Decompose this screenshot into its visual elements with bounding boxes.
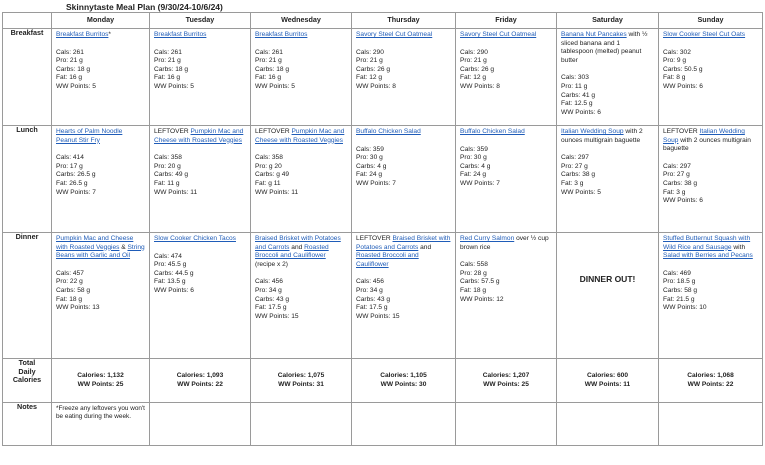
nutrition-stat: Carbs: 58 g bbox=[663, 286, 698, 294]
meal-description bbox=[154, 31, 246, 40]
nutrition-stat: Cals: 297 bbox=[663, 162, 691, 170]
nutrition-stat: WW Points: 5 bbox=[255, 82, 295, 90]
recipe-link[interactable]: Red Curry Salmon bbox=[460, 235, 515, 242]
nutrition-stat: Fat: 16 g bbox=[255, 74, 282, 82]
totals-cell-wednesday bbox=[251, 359, 352, 403]
day-header-wednesday: Wednesday bbox=[251, 13, 352, 29]
nutrition-stat: Fat: 17.5 g bbox=[255, 304, 287, 312]
nutrition-stat: Pro: 18.5 g bbox=[663, 278, 696, 286]
nutrition-stat: Pro: 9 g bbox=[663, 57, 687, 65]
nutrition-stat: Fat: 12.5 g bbox=[561, 100, 593, 108]
nutrition-stat: Carbs: 41 g bbox=[561, 91, 596, 99]
meal-description bbox=[460, 235, 552, 252]
breakfast-cell-tuesday bbox=[150, 29, 251, 126]
nutrition-stat: Carbs: 43 g bbox=[255, 295, 290, 303]
nutrition-stats bbox=[663, 270, 758, 313]
nutrition-stat: WW Points: 12 bbox=[460, 295, 504, 303]
day-header-thursday: Thursday bbox=[352, 13, 456, 29]
nutrition-stat: Pro: 45.5 g bbox=[154, 261, 187, 269]
meal-text: with 2 ounces multigrain baguette bbox=[561, 128, 643, 144]
total-calories: Calories: 1,207 bbox=[482, 372, 530, 380]
nutrition-stat: Carbs: 18 g bbox=[255, 65, 290, 73]
meal-description bbox=[561, 31, 654, 65]
totals-cell-saturday bbox=[557, 359, 659, 403]
nutrition-stats bbox=[154, 49, 246, 92]
nutrition-stat: Fat: 12 g bbox=[356, 74, 383, 82]
day-header-sunday: Sunday bbox=[659, 13, 763, 29]
recipe-link[interactable]: Savory Steel Cut Oatmeal bbox=[356, 31, 433, 38]
nutrition-stat: Cals: 457 bbox=[56, 269, 84, 277]
nutrition-stat: Carbs: g 49 bbox=[255, 171, 290, 179]
lunch-cell-saturday bbox=[557, 126, 659, 233]
recipe-link[interactable]: Braised Brisket with Potatoes and Carrots bbox=[356, 235, 451, 251]
meal-description bbox=[663, 128, 758, 154]
total-calories: Calories: 1,132 bbox=[77, 372, 124, 380]
totals-cell-thursday bbox=[352, 359, 456, 403]
nutrition-stat: Carbs: 57.5 g bbox=[460, 278, 500, 286]
nutrition-stat: Cals: 290 bbox=[356, 48, 384, 56]
recipe-link[interactable]: Roasted Broccoli and Cauliflower bbox=[255, 243, 329, 260]
dinner-cell-wednesday bbox=[251, 233, 352, 359]
nutrition-stat: Cals: 358 bbox=[255, 154, 283, 162]
nutrition-stat: Pro: 30 g bbox=[356, 154, 383, 162]
nutrition-stat: WW Points: 15 bbox=[356, 312, 400, 320]
nutrition-stat: WW Points: 5 bbox=[154, 82, 194, 90]
total-ww-points: WW Points: 11 bbox=[584, 381, 631, 388]
recipe-link[interactable]: Slow Cooker Steel Cut Oats bbox=[663, 31, 746, 38]
meal-description bbox=[154, 128, 246, 145]
nutrition-stats bbox=[663, 49, 758, 92]
meal-text: with bbox=[731, 243, 746, 251]
nutrition-stat: Cals: 297 bbox=[561, 154, 589, 162]
lunch-cell-friday bbox=[456, 126, 557, 233]
corner-cell bbox=[3, 13, 52, 29]
nutrition-stat: Pro: g 20 bbox=[255, 162, 282, 170]
nutrition-stat: Cals: 261 bbox=[154, 48, 182, 56]
breakfast-row bbox=[3, 29, 763, 126]
nutrition-stat: Pro: 11 g bbox=[561, 82, 588, 90]
nutrition-stat: Carbs: 18 g bbox=[56, 65, 91, 73]
notes-cell-saturday bbox=[557, 403, 659, 446]
recipe-link[interactable]: Breakfast Burritos bbox=[56, 31, 109, 38]
nutrition-stat: Fat: 24 g bbox=[460, 171, 487, 179]
recipe-link[interactable]: Stuffed Butternut Squash with Wild Rice and Sausage bbox=[663, 235, 751, 251]
nutrition-stat: WW Points: 10 bbox=[663, 304, 707, 312]
nutrition-stat: Carbs: 18 g bbox=[154, 65, 189, 73]
row-label-notes: Notes bbox=[3, 403, 52, 446]
nutrition-stat: Carbs: 4 g bbox=[356, 162, 387, 170]
dinner-cell-monday bbox=[52, 233, 150, 359]
breakfast-cell-sunday bbox=[659, 29, 763, 126]
nutrition-stat: Cals: 303 bbox=[561, 74, 589, 82]
nutrition-stat: WW Points: 7 bbox=[56, 188, 96, 196]
meal-text: * bbox=[108, 31, 111, 38]
dinner-cell-saturday bbox=[557, 233, 659, 359]
row-label-totals-line: Total bbox=[18, 358, 36, 367]
nutrition-stat: Pro: 21 g bbox=[255, 57, 282, 65]
meal-description bbox=[56, 31, 145, 40]
nutrition-stat: WW Points: 7 bbox=[356, 179, 396, 187]
meal-description bbox=[460, 31, 552, 40]
nutrition-stat: Pro: 21 g bbox=[56, 57, 83, 65]
lunch-cell-tuesday bbox=[150, 126, 251, 233]
recipe-link[interactable]: Salad with Berries and Pecans bbox=[663, 252, 753, 260]
nutrition-stat: Carbs: 26 g bbox=[356, 65, 391, 73]
nutrition-stat: Cals: 414 bbox=[56, 154, 84, 162]
recipe-link[interactable]: Italian Wedding Soup bbox=[663, 128, 745, 144]
nutrition-stat: WW Points: 6 bbox=[561, 108, 601, 116]
total-ww-points: WW Points: 31 bbox=[278, 381, 324, 388]
nutrition-stats bbox=[255, 154, 347, 197]
totals-cell-monday bbox=[52, 359, 150, 403]
recipe-link[interactable]: Banana Nut Pancakes bbox=[561, 31, 627, 38]
totals-cell-friday bbox=[456, 359, 557, 403]
nutrition-stat: Cals: 456 bbox=[255, 278, 283, 286]
page-title: Skinnytaste Meal Plan (9/30/24-10/6/24) bbox=[66, 2, 223, 12]
recipe-link[interactable]: Breakfast Burritos bbox=[154, 31, 207, 38]
notes-row bbox=[3, 403, 763, 446]
nutrition-stat: Pro: 20 g bbox=[154, 162, 181, 170]
meal-description bbox=[255, 31, 347, 40]
dinner-out-label: DINNER OUT! bbox=[579, 274, 636, 284]
nutrition-stat: Fat: 21.5 g bbox=[663, 295, 695, 303]
totals-cell-sunday bbox=[659, 359, 763, 403]
day-header-tuesday: Tuesday bbox=[150, 13, 251, 29]
recipe-link[interactable]: Buffalo Chicken Salad bbox=[356, 128, 421, 135]
row-label-totals bbox=[3, 359, 52, 403]
notes-cell-monday: *Freeze any leftovers you won't be eating during the week. bbox=[52, 403, 150, 446]
recipe-link[interactable]: Italian Wedding Soup bbox=[561, 128, 624, 135]
nutrition-stats bbox=[154, 154, 246, 197]
meal-text: LEFTOVER bbox=[255, 128, 292, 135]
nutrition-stat: Fat: 17.5 g bbox=[356, 304, 388, 312]
nutrition-stats bbox=[561, 154, 654, 197]
nutrition-stat: Carbs: 49 g bbox=[154, 171, 189, 179]
nutrition-stat: Carbs: 58 g bbox=[56, 286, 91, 294]
recipe-link[interactable]: Braised Brisket with Potatoes and Carrots bbox=[255, 235, 341, 251]
nutrition-stat: WW Points: 8 bbox=[460, 82, 500, 90]
nutrition-stat: WW Points: 8 bbox=[356, 82, 396, 90]
nutrition-stats bbox=[56, 270, 145, 313]
nutrition-stats bbox=[460, 261, 552, 304]
nutrition-stats bbox=[460, 146, 552, 189]
nutrition-stat: Pro: 27 g bbox=[561, 162, 588, 170]
nutrition-stat: Fat: 13.5 g bbox=[154, 278, 186, 286]
nutrition-stat: Cals: 261 bbox=[56, 48, 84, 56]
recipe-link[interactable]: String Beans with Garlic and Oil bbox=[56, 243, 145, 260]
day-header-saturday: Saturday bbox=[557, 13, 659, 29]
nutrition-stat: Pro: 34 g bbox=[255, 286, 282, 294]
nutrition-stat: WW Points: 11 bbox=[154, 188, 198, 196]
lunch-row bbox=[3, 126, 763, 233]
nutrition-stat: Pro: 21 g bbox=[356, 57, 383, 65]
breakfast-cell-thursday bbox=[352, 29, 456, 126]
meal-text: and bbox=[289, 243, 305, 251]
nutrition-stat: Fat: 11 g bbox=[154, 179, 180, 187]
meal-text: and bbox=[418, 243, 432, 251]
meal-text: with ½ sliced banana and 1 tablespoon (melted) peanut butter bbox=[561, 31, 648, 64]
meal-description bbox=[356, 128, 451, 137]
total-calories: Calories: 1,075 bbox=[277, 372, 325, 380]
meal-plan-table bbox=[2, 12, 763, 446]
meal-description bbox=[356, 31, 451, 40]
row-label-breakfast: Breakfast bbox=[3, 29, 52, 126]
meal-description bbox=[460, 128, 552, 137]
breakfast-cell-saturday bbox=[557, 29, 659, 126]
nutrition-stat: Carbs: 50.5 g bbox=[663, 65, 703, 73]
nutrition-stat: Carbs: 4 g bbox=[460, 162, 491, 170]
totals-cell-tuesday bbox=[150, 359, 251, 403]
nutrition-stat: Pro: 27 g bbox=[663, 171, 690, 179]
recipe-link[interactable]: Pumpkin Mac and Cheese with Roasted Veggies bbox=[56, 235, 134, 251]
nutrition-stat: Pro: 34 g bbox=[356, 286, 383, 294]
nutrition-stat: WW Points: 15 bbox=[255, 312, 299, 320]
nutrition-stat: Pro: 22 g bbox=[56, 278, 83, 286]
total-ww-points: WW Points: 22 bbox=[177, 381, 223, 388]
nutrition-stat: WW Points: 5 bbox=[56, 82, 96, 90]
row-label-dinner: Dinner bbox=[3, 233, 52, 359]
nutrition-stat: Fat: 16 g bbox=[154, 74, 181, 82]
meal-description bbox=[663, 235, 758, 261]
nutrition-stat: Cals: 359 bbox=[356, 145, 384, 153]
nutrition-stat: Fat: 16 g bbox=[56, 74, 83, 82]
total-calories: Calories: 600 bbox=[586, 372, 629, 380]
total-ww-points: WW Points: 22 bbox=[687, 381, 734, 388]
breakfast-cell-monday bbox=[52, 29, 150, 126]
nutrition-stats bbox=[460, 49, 552, 92]
nutrition-stat: WW Points: 6 bbox=[663, 197, 703, 205]
breakfast-cell-friday bbox=[456, 29, 557, 126]
dinner-cell-sunday bbox=[659, 233, 763, 359]
nutrition-stats bbox=[561, 74, 654, 117]
notes-cell-sunday bbox=[659, 403, 763, 446]
nutrition-stat: Carbs: 26 g bbox=[460, 65, 495, 73]
nutrition-stats bbox=[154, 253, 246, 296]
nutrition-stat: Cals: 456 bbox=[356, 278, 384, 286]
nutrition-stat: Carbs: 44.5 g bbox=[154, 269, 194, 277]
recipe-link[interactable]: Hearts of Palm Noodle Peanut Stir Fry bbox=[56, 128, 123, 144]
nutrition-stat: Carbs: 38 g bbox=[561, 171, 596, 179]
recipe-link[interactable]: Savory Steel Cut Oatmeal bbox=[460, 31, 537, 38]
nutrition-stat: Cals: 261 bbox=[255, 48, 283, 56]
nutrition-stat: Pro: 28 g bbox=[460, 269, 487, 277]
lunch-cell-wednesday bbox=[251, 126, 352, 233]
nutrition-stat: Fat: 3 g bbox=[561, 179, 584, 187]
notes-cell-friday bbox=[456, 403, 557, 446]
meal-description bbox=[255, 128, 347, 145]
nutrition-stat: Pro: 30 g bbox=[460, 154, 487, 162]
meal-description bbox=[663, 31, 758, 40]
meal-description bbox=[255, 235, 347, 269]
nutrition-stat: WW Points: 7 bbox=[460, 179, 500, 187]
nutrition-stat: Cals: 558 bbox=[460, 261, 488, 269]
nutrition-stat: WW Points: 6 bbox=[663, 82, 703, 90]
meal-text: LEFTOVER bbox=[154, 128, 191, 135]
day-header-monday: Monday bbox=[52, 13, 150, 29]
dinner-cell-friday bbox=[456, 233, 557, 359]
total-calories: Calories: 1,068 bbox=[687, 372, 734, 380]
nutrition-stats bbox=[356, 146, 451, 189]
nutrition-stat: Cals: 358 bbox=[154, 154, 182, 162]
recipe-link[interactable]: Pumpkin Mac and Cheese with Roasted Veggies bbox=[154, 128, 244, 144]
nutrition-stat: Carbs: 38 g bbox=[663, 179, 698, 187]
nutrition-stats bbox=[56, 154, 145, 197]
nutrition-stat: WW Points: 11 bbox=[255, 188, 299, 196]
notes-cell-thursday bbox=[352, 403, 456, 446]
nutrition-stat: Fat: g 11 bbox=[255, 179, 281, 187]
nutrition-stat: Cals: 359 bbox=[460, 145, 488, 153]
notes-cell-tuesday bbox=[150, 403, 251, 446]
nutrition-stat: WW Points: 6 bbox=[154, 286, 194, 294]
total-ww-points: WW Points: 25 bbox=[483, 381, 529, 388]
nutrition-stat: WW Points: 13 bbox=[56, 304, 100, 312]
row-label-totals-line: Calories bbox=[12, 375, 42, 385]
nutrition-stat: Fat: 18 g bbox=[56, 295, 83, 303]
day-header-row bbox=[3, 13, 763, 29]
meal-description bbox=[356, 235, 451, 269]
totals-row bbox=[3, 359, 763, 403]
meal-text: & bbox=[119, 243, 128, 251]
recipe-link[interactable]: Breakfast Burritos bbox=[255, 31, 308, 38]
nutrition-stat: WW Points: 5 bbox=[561, 188, 601, 196]
meal-text: LEFTOVER bbox=[356, 235, 393, 242]
nutrition-stats bbox=[255, 49, 347, 92]
recipe-link[interactable]: Roasted Broccoli and Cauliflower bbox=[356, 252, 419, 268]
dinner-cell-thursday bbox=[352, 233, 456, 359]
breakfast-cell-wednesday bbox=[251, 29, 352, 126]
notes-cell-wednesday bbox=[251, 403, 352, 446]
nutrition-stat: Fat: 26.5 g bbox=[56, 179, 88, 187]
nutrition-stat: Fat: 24 g bbox=[356, 171, 383, 179]
meal-text: over ½ cup brown rice bbox=[460, 235, 549, 251]
total-ww-points: WW Points: 25 bbox=[77, 381, 124, 388]
meal-description bbox=[561, 128, 654, 145]
nutrition-stat: Cals: 302 bbox=[663, 48, 691, 56]
recipe-link[interactable]: Buffalo Chicken Salad bbox=[460, 128, 525, 135]
nutrition-stat: Carbs: 43 g bbox=[356, 295, 391, 303]
dinner-row bbox=[3, 233, 763, 359]
lunch-cell-monday bbox=[52, 126, 150, 233]
nutrition-stat: Cals: 290 bbox=[460, 48, 488, 56]
nutrition-stat: Pro: 21 g bbox=[460, 57, 487, 65]
nutrition-stat: Carbs: 26.5 g bbox=[56, 171, 96, 179]
recipe-link[interactable]: Slow Cooker Chicken Tacos bbox=[154, 235, 236, 242]
lunch-cell-sunday bbox=[659, 126, 763, 233]
total-ww-points: WW Points: 30 bbox=[380, 381, 427, 388]
recipe-link[interactable]: Pumpkin Mac and Cheese with Roasted Veggies bbox=[255, 128, 345, 144]
row-label-totals-line: Daily bbox=[18, 366, 36, 376]
nutrition-stat: Fat: 3 g bbox=[663, 188, 686, 196]
meal-text: LEFTOVER bbox=[663, 128, 700, 135]
dinner-cell-tuesday bbox=[150, 233, 251, 359]
nutrition-stat: Pro: 21 g bbox=[154, 57, 181, 65]
nutrition-stat: Fat: 12 g bbox=[460, 74, 487, 82]
total-calories: Calories: 1,105 bbox=[380, 372, 427, 380]
nutrition-stat: Pro: 17 g bbox=[56, 162, 83, 170]
nutrition-stats bbox=[356, 278, 451, 321]
meal-description bbox=[154, 235, 246, 244]
nutrition-stats bbox=[356, 49, 451, 92]
meal-text: (recipe x 2) bbox=[255, 260, 288, 268]
nutrition-stats bbox=[56, 49, 145, 92]
nutrition-stats bbox=[663, 163, 758, 206]
meal-description bbox=[56, 128, 145, 145]
meal-description bbox=[56, 235, 145, 261]
row-label-lunch: Lunch bbox=[3, 126, 52, 233]
lunch-cell-thursday bbox=[352, 126, 456, 233]
nutrition-stat: Cals: 474 bbox=[154, 252, 182, 260]
total-calories: Calories: 1,093 bbox=[176, 372, 224, 380]
nutrition-stat: Cals: 469 bbox=[663, 269, 691, 277]
nutrition-stat: Fat: 18 g bbox=[460, 286, 487, 294]
day-header-friday: Friday bbox=[456, 13, 557, 29]
meal-text: with 2 ounces multigrain baguette bbox=[663, 136, 751, 153]
nutrition-stats bbox=[255, 278, 347, 321]
nutrition-stat: Fat: 8 g bbox=[663, 74, 686, 82]
